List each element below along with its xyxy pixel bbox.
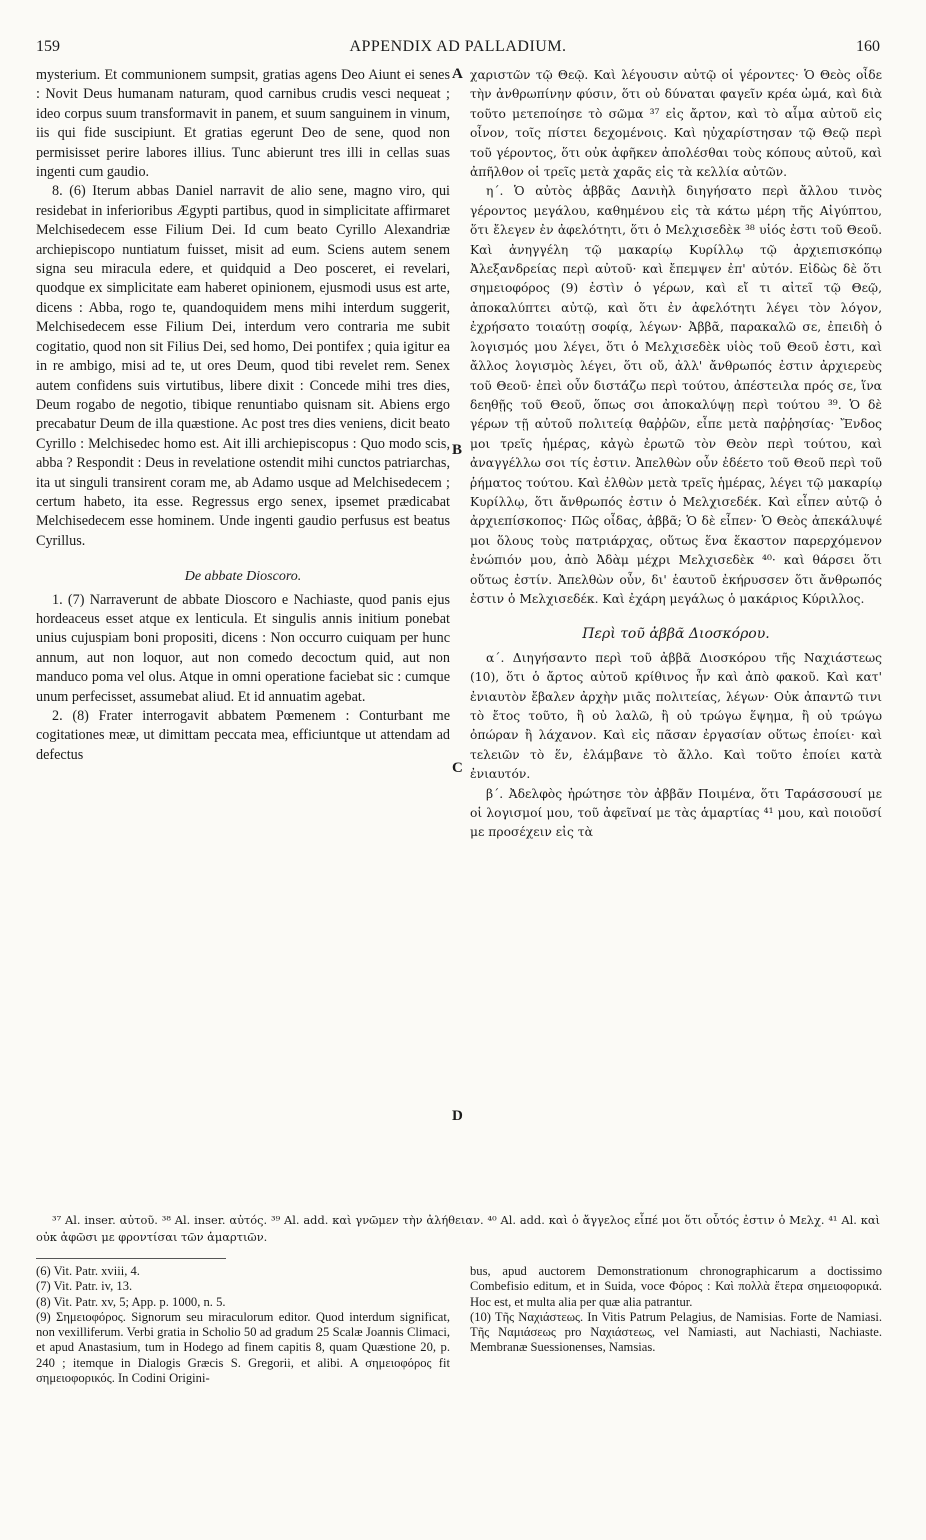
latin-paragraph: 2. (8) Frater interrogavit abbatem Pœmenem : Conturbant me cogitationes meæ, ut dimittam peccata mea, efficiuntque ut attendam ad defectus bbox=[36, 708, 450, 763]
footnote: (6) Vit. Patr. xviii, 4. bbox=[36, 1264, 140, 1278]
running-title: APPENDIX AD PALLADIUM. bbox=[349, 38, 567, 55]
footnotes-left bbox=[36, 1264, 450, 1386]
footnote: bus, apud auctorem Demonstrationum chronographicarum a doctissimo Combefisio editum, et in Suida, voce Φόρος : Καὶ πολλὰ ἕτερα σημειοφορικά. Hoc est, et multa alia per quæ alia patrantur. bbox=[470, 1264, 882, 1309]
greek-paragraph: η΄. Ὁ αὐτὸς ἀββᾶς Δανιὴλ διηγήσατο περὶ ἄλλου τινὸς γέροντος μεγάλου, καθημένου εἰς τὰ κάτω μέρη τῆς Αἰγύπτου, ὅτι ἔλεγεν ἐν ἀφελότητι, ὅτι ὁ Μελχισεδὲκ ³⁸ υἱός ἐστι τοῦ Θεοῦ. Καὶ ἀνηγγέλη τῷ μακαρίῳ Κυρίλλῳ τῷ ἀρχιεπισκόπῳ Ἀλεξανδρείας περὶ αὐτοῦ· καὶ ἔπεμψεν ἐπ' αὐτόν. Εἰδὼς δὲ ὅτι σημειοφόρος (9) ἐστὶν ὁ γέρων, καὶ εἴ τι αἰτεῖ τῷ Θεῷ, ἀποκαλύπτει αὐτῷ, καὶ ὅτι ἐν ἀφελότητι λέγει τὸν λόγον, ἐχρήσατο τοιαύτῃ σοφίᾳ, λέγων· Ἀββᾶ, παρακαλῶ σε, ἐπειδὴ ὁ λογισμός μου λέγει, ὅτι ὁ Μελχισεδὲκ υἱὸς τοῦ Θεοῦ ἐστι, καὶ ἄλλος λογισμὸς λέγει, ὅτι οὔ, ἀλλ' ἄνθρωπός ἐστιν ἀρχιερεὺς τοῦ Θεοῦ· ἐπεὶ οὖν διστάζω περὶ τούτου, ἀπέστειλα πρός σε, ἵνα δεηθῇς τοῦ Θεοῦ, ὅπως σοι ἀποκαλύψῃ περὶ τούτου ³⁹. Ὁ δὲ γέρων τῇ αὐτοῦ πολιτείᾳ θαῤῥῶν, εἶπε μετὰ παῤῥησίας· Ἔνδος μοι τρεῖς ἡμέρας, κἀγὼ ἐρωτῶ τὸν Θεὸν περὶ τούτου, καὶ ἀναγγέλλω σοι τίς ἐστιν. Ἀπελθὼν οὖν ἐδέετο τοῦ Θεοῦ περὶ τοῦ ῥήματος τούτου. Καὶ ἐλθὼν μετὰ τρεῖς ἡμέρας, λέγει τῷ μακαρίῳ Κυρίλλῳ, ὅτι ἄνθρωπός ἐστιν ὁ Μελχισεδέκ. Καὶ εἶπεν αὐτῷ ὁ ἀρχιεπίσκοπος· Πῶς οἶδας, ἀββᾶ; Ὁ δὲ εἶπεν· Ὁ Θεὸς ἀπεκάλυψέ μοι ὅλους τοὺς πατριάρχας, οὕτως ἕνα ἕκαστον παρερχόμενον ἐνώπιόν μου, ἀπὸ Ἀδὰμ μέχρι Μελχισεδὲκ ⁴⁰· καὶ θάρσει ὅτι οὕτως ἐστίν. Ἀπελθὼν οὖν, δι' ἑαυτοῦ ἐκήρυσσεν ὅτι ἄνθρωπός ἐστιν ὁ Μελχισεδέκ. Καὶ ἐχάρη μεγάλως ὁ μακάριος Κύριλλος. bbox=[470, 184, 882, 606]
footnote-rule bbox=[36, 1258, 226, 1259]
latin-paragraph: 1. (7) Narraverunt de abbate Dioscoro e Nachiaste, quod panis ejus hordeaceus esset atque ex lenticula. Et singulis annis initium ponebat unius cujuspiam boni propositi, dicens : Non occurro cuiquam per hunc annum, aut non loquor, aut non comedo decoctum quid, aut non manduco poma vel olus. Atque in omni operatione faciebat sic : cumque unum perfecisset, assumebat aliud. Et id annuatim agebat. bbox=[36, 591, 450, 705]
greek-paragraph: α΄. Διηγήσαντο περὶ τοῦ ἀββᾶ Διοσκόρου τῆς Ναχιάστεως (10), ὅτι ὁ ἄρτος αὐτοῦ κρίθινος ἦν καὶ ἀπὸ φακοῦ. Καὶ κατ' ἐνιαυτὸν ἔβαλεν ἀρχὴν μιᾶς πολιτείας, λέγων· Οὐκ ἀπαντῶ τινι τὸ ἔτος τοῦτο, ἢ οὐ λαλῶ, ἢ οὐ τρώγω ἕψημα, ἢ οὐ τρώγω ὀπώραν ἢ λάχανον. Καὶ εἰς πᾶσαν ἐργασίαν οὕτως ἐποίει· καὶ τελειῶν τὸ ἕν, ἐλάμβανε τὸ ἄλλο. Καὶ τοῦτο ἐποίει κατὰ ἐνιαυτόν. bbox=[470, 650, 882, 782]
latin-column bbox=[36, 66, 450, 765]
greek-section-heading: Περὶ τοῦ ἀββᾶ Διοσκόρου. bbox=[582, 626, 770, 643]
latin-paragraph: mysterium. Et communionem sumpsit, gratias agens Deo Aiunt ei senes : Novit Deus humanam naturam, quod carnibus crudis vesci nequeat ; ideo corpus suum transformavit in panem, et suum sanguinem in vinum, iis qui fide suscipiunt. Et gratias egerunt Deo de sene, quod non permisisset perire labores illius. Tunc abierunt tres illi in cellas suas ingenti cum gaudio. bbox=[36, 67, 450, 181]
footnote: (8) Vit. Patr. xv, 5; App. p. 1000, n. 5. bbox=[36, 1294, 226, 1309]
greek-column bbox=[470, 66, 882, 843]
latin-paragraph: 8. (6) Iterum abbas Daniel narravit de alio sene, magno viro, qui residebat in inferioribus Ægypti partibus, quod in simplicitate affirmaret Melchisedecem esse Filium Dei. Id cum beato Cyrillo Alexandriæ archiepiscopo nuntiatum fuisset, misit ad eum. Sciens autem senem signa seu miracula edere, et quidquid a Deo posceret, ei revelari, quodque ex simplicitate eam haberet opinionem, ejusmodi usus est arte, dicens : Abba, rogo te, quandoquidem mens mihi interdum suggerit, Melchisedecem esse Filium Dei, interdum vero contraria me subit cogitatio, quod non sit Filius Dei, sed homo, Dei pontifex ; quia igitur ea in re ambigo, misi ad te, ut ores Deum, quod tibi revelet rem. Senex autem confidens suis virtutibus, libere dixit : Concede mihi tres dies, Deum rogabo de negotio, tibique renuntiabo quisnam sit. Abiens ergo precabatur Deum de illa quæstione. Ac post tres dies veniens, dicit beato Cyrillo : Melchisedec homo est. Ait illi archiepiscopus : Quo modo scis, abba ? Respondit : Deus in revelatione ostendit mihi cunctos patriarchas, ita ut singuli transirent coram me, ab Adamo usque ad Melchisedecem ; certum habeto, ita esse. Regressus ergo senex, ipsemet prædicabat Melchisedecem esse hominem. Unde ingenti gaudio perfusus est beatus Cyrillus. bbox=[36, 183, 450, 549]
variant-notes bbox=[36, 1212, 880, 1246]
footnotes-right bbox=[470, 1264, 882, 1356]
margin-letter-d: D bbox=[452, 1108, 463, 1124]
greek-paragraph: χαριστῶν τῷ Θεῷ. Καὶ λέγουσιν αὐτῷ οἱ γέροντες· Ὁ Θεὸς οἶδε τὴν ἀνθρωπίνην φύσιν, ὅτι οὐ δύναται φαγεῖν κρέα ὠμά, καὶ διὰ τοῦτο μετεποίησε τὸ σῶμα ³⁷ εἰς ἄρτον, καὶ τὸ αἷμα αὐτοῦ εἰς οἶνον, τοῖς πίστει δεχομένοις. Καὶ ηὐχαρίστησαν τῷ Θεῷ περὶ τοῦ γέροντος, ὅτι οὐκ ἀφῆκεν ἀπολέσθαι τοὺς κόπους αὐτοῦ, καὶ ἀπῆλθον οἱ τρεῖς μετὰ χαρᾶς εἰς τὰ κελλία αὐτῶν. bbox=[470, 68, 882, 180]
footnote: (7) Vit. Patr. iv, 13. bbox=[36, 1279, 133, 1294]
footnote: (9) Σημειοφόρος. Signorum seu miraculorum editor. Quod interdum significat, non vexilliferum. Verbi gratia in Scholio 50 ad gradum 25 Scalæ Joannis Climaci, et apud Anastasium, tum in Hodego ad finem capitis 8, quam Quæstione 20, p. 240 ; itemque in Dialogis Græcis S. Gregorii, et alibi. A σημειοφόρος fit σημειοφορικός. In Codini Origini- bbox=[36, 1309, 450, 1386]
margin-letter-c: C bbox=[452, 760, 463, 776]
margin-letter-b: B bbox=[452, 442, 463, 458]
greek-paragraph: β΄. Ἀδελφὸς ἠρώτησε τὸν ἀββᾶν Ποιμένα, ὅτι Ταράσσουσί με οἱ λογισμοί μου, τοῦ ἀφεῖναί με τὰς ἁμαρτίας ⁴¹ μου, καὶ ποιοῦσί με προσέχειν εἰς τὰ bbox=[470, 786, 882, 840]
footnote: (10) Τῆς Ναχιάστεως. In Vitis Patrum Pelagius, de Namisias. Forte de Namiasi. Τῆς Ναμιάσεως pro Ναχιάστεως, vel Namiasti, aut Nachiasti, Nachiaste. Membranæ Suessionenses, Namsias. bbox=[470, 1309, 882, 1355]
latin-section-heading: De abbate Dioscoro. bbox=[184, 569, 302, 585]
page-number-left: 159 bbox=[36, 38, 60, 55]
variant-notes-text: ³⁷ Al. inser. αὐτοῦ. ³⁸ Al. inser. αὐτός. ³⁹ Al. add. καὶ γνῶμεν τὴν ἀλήθειαν. ⁴⁰ Al. add. καὶ ὁ ἄγγελος εἶπέ μοι ὅτι οὗτός ἐστιν ὁ Μελχ. ⁴¹ Al. καὶ οὐκ ἀφῶσι με φροντίσαι τῶν ἁμαρτιῶν. bbox=[36, 1213, 880, 1244]
page-number-right: 160 bbox=[856, 38, 880, 55]
margin-letter-a: A bbox=[452, 66, 463, 82]
page-header bbox=[36, 38, 880, 60]
